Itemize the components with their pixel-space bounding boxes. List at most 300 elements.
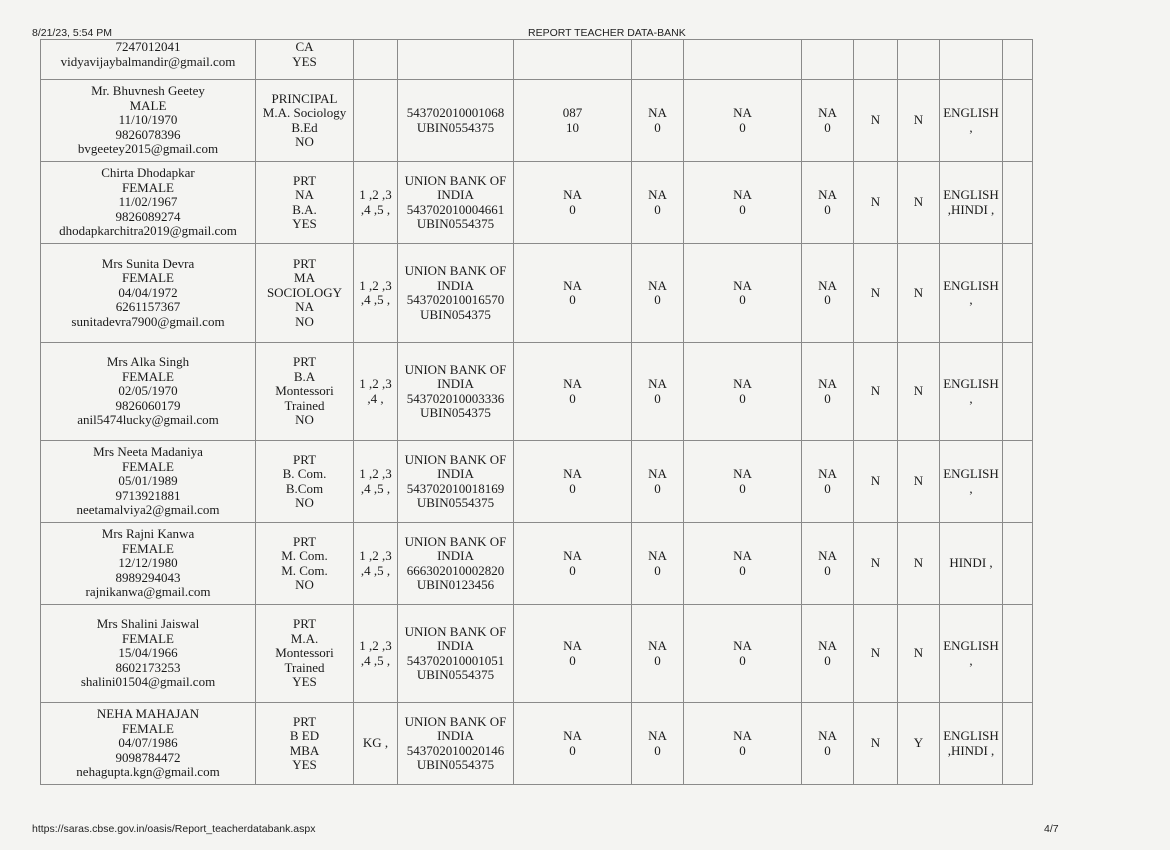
data-cell-2 [632, 703, 684, 785]
value-bottom: 0 [824, 390, 831, 406]
value-bottom: 0 [824, 562, 831, 578]
value-top: NA [733, 638, 752, 653]
data-cell-4 [802, 162, 854, 244]
flag-value: N [870, 555, 881, 571]
bank-name-cont: INDIA [437, 548, 474, 563]
value-top: NA [818, 187, 837, 202]
value-bottom: 0 [654, 119, 661, 135]
trained-flag: NO [295, 313, 314, 329]
value-top: NA [733, 466, 752, 481]
value-bottom: 0 [824, 480, 831, 496]
languages-cell [940, 441, 1003, 523]
data-cell-2 [632, 343, 684, 441]
bank-name-cont: INDIA [437, 466, 474, 481]
data-cell-4 [802, 343, 854, 441]
language-cont: , [969, 292, 973, 307]
language: ENGLISH [943, 728, 999, 743]
flag-cell-1 [854, 523, 898, 605]
value-top: NA [733, 376, 752, 391]
flag-value: N [870, 194, 881, 210]
language: ENGLISH [943, 105, 999, 120]
value-top: NA [648, 548, 667, 563]
post-qualification-cell [256, 605, 354, 703]
empty-cell [632, 40, 684, 80]
empty-cell [684, 40, 802, 80]
value-bottom: 0 [739, 562, 746, 578]
flag-cell-2 [898, 244, 940, 343]
language-cont: , [969, 480, 973, 496]
data-cell-2 [632, 80, 684, 162]
languages-cell [940, 703, 1003, 785]
classes-taught-cont: ,4 ,5 , [360, 201, 391, 217]
trained-flag: NO [295, 134, 314, 149]
value-top: NA [648, 105, 667, 120]
trained-flag: YES [292, 216, 317, 231]
flag-cell-2 [898, 162, 940, 244]
flag-cell-1 [854, 605, 898, 703]
value-bottom: 0 [824, 201, 831, 217]
data-cell-2 [632, 162, 684, 244]
languages-cell [940, 80, 1003, 162]
empty-cell [354, 40, 398, 80]
qualification: M.A. [290, 630, 319, 646]
qualification-detail: SOCIOLOGY [266, 284, 343, 300]
data-cell-1 [514, 523, 632, 605]
post-qualification-cell [256, 703, 354, 785]
value-top: NA [563, 187, 582, 202]
flag-value: N [870, 645, 881, 661]
teacher-phone: 9826078396 [115, 126, 181, 142]
empty-cell [514, 40, 632, 80]
bank-details-cell [398, 343, 514, 441]
classes-taught-cell [354, 343, 398, 441]
flag-cell-1 [854, 441, 898, 523]
bank-account-number: 543702010018169 [406, 480, 505, 496]
bank-ifsc: UBIN0554375 [416, 667, 495, 682]
data-cell-1 [514, 441, 632, 523]
teacher-name: Chirta Dhodapkar [101, 165, 195, 181]
professional-qualification: B.Com [285, 480, 324, 496]
bank-ifsc: UBIN0554375 [416, 216, 495, 231]
professional-qualification: B.A. [292, 201, 317, 217]
language-cont: , [969, 119, 973, 135]
post: PRT [292, 172, 317, 188]
bank-ifsc: UBIN0123456 [416, 577, 495, 592]
teacher-info-cell [41, 80, 256, 162]
value-bottom: 0 [654, 201, 661, 217]
value-bottom: 0 [824, 292, 831, 307]
teacher-info-cell [41, 605, 256, 703]
teacher-name: Mrs Rajni Kanwa [101, 526, 195, 542]
language-cont: , [969, 390, 973, 406]
flag-value: N [913, 284, 924, 300]
qualification-detail: Montessori [275, 645, 334, 661]
post: PRT [292, 616, 317, 632]
teacher-gender: FEMALE [122, 458, 174, 474]
value-bottom: 0 [569, 742, 576, 758]
data-cell-4 [802, 80, 854, 162]
bank-details-cell [398, 162, 514, 244]
teacher-dob: 12/12/1980 [118, 555, 178, 571]
classes-taught-cell [354, 162, 398, 244]
post-qualification-cell [256, 80, 354, 162]
bank-account-number: 543702010016570 [406, 292, 505, 307]
data-cell-3 [684, 605, 802, 703]
classes-taught: KG , [362, 735, 389, 751]
professional-qualification: M. Com. [281, 562, 328, 578]
value-top: NA [563, 376, 582, 391]
teacher-info-cell [41, 343, 256, 441]
bank-name: UNION BANK OF [404, 623, 507, 639]
qualification: NA [295, 187, 314, 202]
qualification: B ED [289, 728, 320, 743]
qualification: B.A [293, 368, 316, 384]
value-top: NA [733, 548, 752, 563]
trained-flag: NO [295, 577, 314, 592]
flag-value: Y [913, 735, 924, 751]
value-top: NA [818, 376, 837, 391]
teacher-info-cell [41, 441, 256, 523]
value-top: NA [818, 728, 837, 743]
flag-cell-2 [898, 441, 940, 523]
table-row [41, 244, 1033, 343]
teacher-info-cell [41, 244, 256, 343]
flag-value: N [870, 473, 881, 489]
qualification: M. Com. [281, 548, 328, 563]
data-cell-3 [684, 80, 802, 162]
value-top: NA [818, 277, 837, 293]
classes-taught-cell [354, 441, 398, 523]
data-cell-1 [514, 703, 632, 785]
teacher-name: Mrs Alka Singh [106, 354, 190, 370]
data-cell-2 [632, 441, 684, 523]
print-datetime: 8/21/23, 5:54 PM [32, 27, 112, 39]
bank-account-number: 543702010001051 [406, 652, 505, 668]
data-cell-4 [802, 605, 854, 703]
classes-taught-cell [354, 523, 398, 605]
language: ENGLISH [943, 277, 999, 293]
empty-cell [898, 40, 940, 80]
value-bottom: 0 [739, 480, 746, 496]
qualification: B. Com. [282, 466, 327, 481]
empty-cell [398, 40, 514, 80]
bank-details-cell [398, 244, 514, 343]
empty-cell [1003, 40, 1033, 80]
flag-value: N [913, 555, 924, 571]
value-bottom: 0 [824, 119, 831, 135]
teacher-gender: FEMALE [122, 270, 174, 286]
data-cell-4 [802, 703, 854, 785]
teacher-email: nehagupta.kgn@gmail.com [76, 764, 220, 780]
teacher-data-table [40, 39, 1033, 785]
value-top: NA [648, 466, 667, 481]
language: HINDI , [949, 555, 993, 571]
classes-taught: 1 ,2 ,3 [359, 376, 392, 391]
value-top: NA [818, 548, 837, 563]
bank-name-cont: INDIA [437, 728, 474, 743]
empty-cell [1003, 441, 1033, 523]
teacher-phone: 8989294043 [115, 569, 181, 585]
languages-cell [940, 605, 1003, 703]
post-qualification-cell [256, 441, 354, 523]
flag-value: N [913, 473, 924, 489]
empty-cell [854, 40, 898, 80]
language: ENGLISH [943, 187, 999, 202]
value-top: NA [733, 277, 752, 293]
data-cell-3 [684, 244, 802, 343]
flag-cell-1 [854, 343, 898, 441]
value-bottom: 0 [654, 292, 661, 307]
post: PRT [292, 713, 317, 729]
classes-taught: 1 ,2 ,3 [359, 466, 392, 481]
flag-value: N [913, 194, 924, 210]
languages-cell [940, 343, 1003, 441]
bank-name: UNION BANK OF [404, 263, 507, 278]
bank-details-cell [398, 441, 514, 523]
teacher-info-cell [41, 703, 256, 785]
teacher-phone: 9098784472 [115, 749, 181, 765]
data-cell-4 [802, 523, 854, 605]
bank-details-cell [398, 703, 514, 785]
flag-value: N [870, 735, 881, 751]
empty-cell [1003, 343, 1033, 441]
table-row [41, 703, 1033, 785]
table-row [41, 162, 1033, 244]
classes-taught-cell [354, 703, 398, 785]
table-row [41, 40, 1033, 80]
flag-cell-2 [898, 343, 940, 441]
flag-value: N [870, 284, 881, 300]
languages-cell [940, 162, 1003, 244]
teacher-dob: 11/10/1970 [118, 112, 178, 128]
teacher-name: Mr. Bhuvnesh Geetey [91, 83, 205, 99]
value-top: NA [648, 728, 667, 743]
data-cell-3 [684, 162, 802, 244]
bank-name: UNION BANK OF [404, 361, 507, 377]
post-qualification-cell [256, 343, 354, 441]
empty-cell [940, 40, 1003, 80]
teacher-email: rajnikanwa@gmail.com [85, 584, 211, 600]
teacher-gender: FEMALE [122, 368, 174, 384]
language-cont: , [969, 652, 973, 668]
value-bottom: 0 [654, 390, 661, 406]
data-cell-1 [514, 605, 632, 703]
flag-value: N [870, 383, 881, 399]
classes-taught: 1 ,2 ,3 [359, 548, 392, 563]
flag-cell-1 [854, 162, 898, 244]
bank-ifsc: UBIN0554375 [416, 757, 495, 772]
data-cell-1 [514, 162, 632, 244]
value-top: NA [733, 105, 752, 120]
teacher-dob: 04/04/1972 [118, 284, 178, 300]
bank-ifsc: UBIN054375 [420, 405, 491, 420]
teacher-email: dhodapkarchitra2019@gmail.com [59, 223, 237, 239]
value-top: NA [733, 187, 752, 202]
bank-ifsc: UBIN054375 [420, 306, 491, 322]
teacher-phone: 7247012041 [115, 39, 181, 54]
data-cell-4 [802, 244, 854, 343]
qualification: MA [294, 270, 315, 286]
value-bottom: 0 [739, 390, 746, 406]
professional-qualification: MBA [289, 742, 320, 758]
data-cell-3 [684, 523, 802, 605]
teacher-phone: 9826089274 [115, 208, 181, 224]
table-row [41, 605, 1033, 703]
post-qualification-cell [256, 523, 354, 605]
value-bottom: 0 [739, 201, 746, 217]
languages-cell [940, 523, 1003, 605]
teacher-gender: FEMALE [122, 630, 174, 646]
table-row [41, 441, 1033, 523]
empty-cell [1003, 162, 1033, 244]
teacher-dob: 04/07/1986 [118, 735, 178, 751]
flag-cell-2 [898, 523, 940, 605]
data-cell-1 [514, 80, 632, 162]
value-top: NA [563, 548, 582, 563]
post-qualification-cell [256, 40, 354, 80]
flag-cell-2 [898, 605, 940, 703]
table-row [41, 80, 1033, 162]
bank-details-cell [398, 605, 514, 703]
teacher-phone: 9826060179 [115, 397, 181, 413]
value-top: NA [818, 638, 837, 653]
value-bottom: 0 [569, 562, 576, 578]
bank-name: UNION BANK OF [404, 713, 507, 729]
value-bottom: 0 [654, 742, 661, 758]
empty-cell [1003, 703, 1033, 785]
language: ENGLISH [943, 638, 999, 653]
professional-qualification: Trained [284, 397, 325, 413]
value-top: 087 [562, 105, 583, 120]
data-cell-4 [802, 441, 854, 523]
post: PRT [292, 451, 317, 467]
bank-account-number: 666302010002820 [406, 562, 505, 578]
table-row [41, 523, 1033, 605]
bank-details-cell [398, 80, 514, 162]
teacher-phone: 6261157367 [115, 299, 181, 315]
value-bottom: 0 [569, 652, 576, 668]
value-bottom: 0 [824, 742, 831, 758]
classes-taught: 1 ,2 ,3 [359, 187, 392, 202]
flag-cell-2 [898, 703, 940, 785]
flag-value: N [913, 383, 924, 399]
classes-taught-cont: ,4 ,5 , [360, 652, 391, 668]
flag-value: N [913, 112, 924, 128]
teacher-email: anil5474lucky@gmail.com [77, 412, 219, 428]
flag-cell-1 [854, 703, 898, 785]
bank-account-number: 543702010020146 [406, 742, 505, 758]
data-cell-2 [632, 605, 684, 703]
post: PRINCIPAL [271, 90, 338, 106]
bank-account-number: 543702010003336 [406, 390, 505, 406]
value-top: NA [818, 105, 837, 120]
value-top: NA [648, 638, 667, 653]
teacher-dob: 05/01/1989 [118, 473, 178, 489]
flag-value: N [870, 112, 881, 128]
empty-cell [1003, 244, 1033, 343]
flag-value: N [913, 645, 924, 661]
trained-flag: NO [295, 495, 314, 510]
teacher-gender: FEMALE [122, 179, 174, 195]
classes-taught-cont: ,4 ,5 , [360, 480, 391, 496]
flag-cell-1 [854, 244, 898, 343]
teacher-email: vidyavijaybalmandir@gmail.com [60, 53, 236, 69]
value-bottom: 0 [824, 652, 831, 668]
flag-cell-1 [854, 80, 898, 162]
page-number: 4/7 [1044, 823, 1059, 835]
post-qualification-cell [256, 244, 354, 343]
flag-cell-2 [898, 80, 940, 162]
bank-name: UNION BANK OF [404, 172, 507, 188]
value-top: NA [648, 187, 667, 202]
value-top: NA [563, 277, 582, 293]
bank-account-number: 543702010004661 [406, 201, 505, 217]
value-bottom: 0 [654, 480, 661, 496]
teacher-dob: 11/02/1967 [118, 194, 178, 210]
data-cell-2 [632, 244, 684, 343]
bank-name-cont: INDIA [437, 277, 474, 293]
classes-taught-cont: ,4 ,5 , [360, 562, 391, 578]
teacher-dob: 15/04/1966 [118, 645, 178, 661]
data-cell-3 [684, 703, 802, 785]
bank-name: UNION BANK OF [404, 533, 507, 549]
classes-taught-cell [354, 80, 398, 162]
report-title: REPORT TEACHER DATA-BANK [528, 27, 686, 39]
languages-cell [940, 244, 1003, 343]
teacher-name: Mrs Shalini Jaiswal [96, 616, 200, 632]
qualification: M.A. Sociology [262, 105, 347, 120]
bank-name-cont: INDIA [437, 187, 474, 202]
teacher-email: sunitadevra7900@gmail.com [71, 313, 225, 329]
professional-qualification: Trained [284, 659, 325, 675]
teacher-gender: FEMALE [122, 720, 174, 736]
value-bottom: 10 [566, 119, 579, 135]
language: ENGLISH [943, 376, 999, 391]
teacher-email: bvgeetey2015@gmail.com [77, 141, 219, 157]
bank-ifsc: UBIN0554375 [416, 495, 495, 510]
data-cell-3 [684, 343, 802, 441]
value-top: NA [648, 376, 667, 391]
bank-details-cell [398, 523, 514, 605]
teacher-info-cell [41, 162, 256, 244]
data-cell-1 [514, 343, 632, 441]
post-qualification-cell [256, 162, 354, 244]
teacher-email: shalini01504@gmail.com [80, 674, 216, 690]
professional-qualification: NA [295, 299, 314, 315]
teacher-name: Mrs Neeta Madaniya [93, 444, 203, 460]
post: PRT [292, 354, 317, 370]
teacher-dob: 02/05/1970 [118, 383, 178, 399]
bank-ifsc: UBIN0554375 [416, 119, 495, 135]
data-cell-1 [514, 244, 632, 343]
value-bottom: 0 [569, 201, 576, 217]
language-cont: ,HINDI , [947, 742, 995, 758]
trained-flag: YES [292, 674, 317, 690]
teacher-contact-cell [41, 40, 256, 80]
bank-name: UNION BANK OF [404, 451, 507, 467]
empty-cell [1003, 605, 1033, 703]
teacher-gender: MALE [129, 97, 167, 113]
teacher-name: NEHA MAHAJAN [96, 706, 200, 722]
teacher-phone: 9713921881 [115, 487, 181, 503]
value-bottom: 0 [569, 292, 576, 307]
page-url: https://saras.cbse.gov.in/oasis/Report_teacherdatabank.aspx [32, 823, 316, 835]
teacher-email: neetamalviya2@gmail.com [76, 502, 220, 518]
professional-qualification: B.Ed [291, 119, 318, 135]
table-row [41, 343, 1033, 441]
value-bottom: 0 [569, 390, 576, 406]
value-top: NA [818, 466, 837, 481]
